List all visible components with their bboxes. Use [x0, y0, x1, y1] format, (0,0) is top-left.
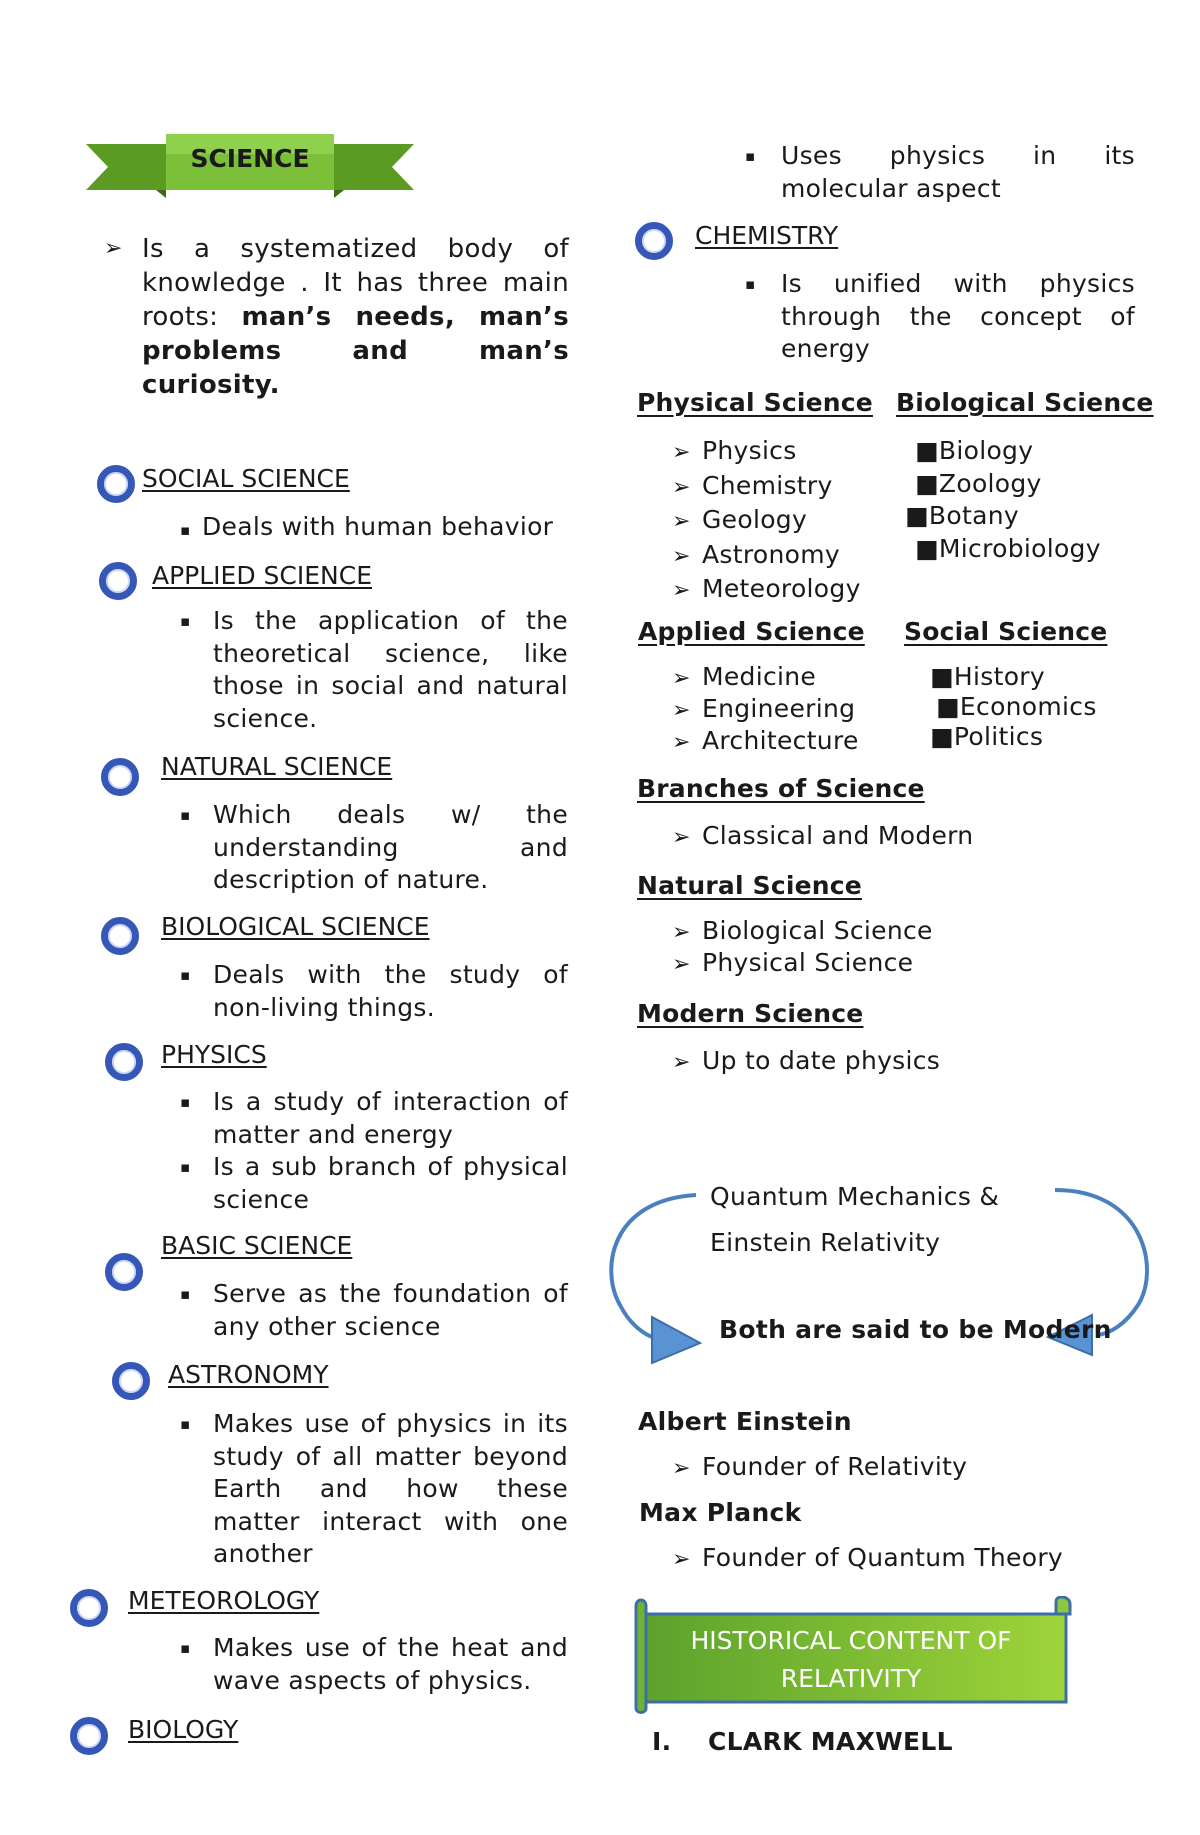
list-item: ■Politics: [930, 722, 1044, 751]
heading-physical-science: Physical Science: [637, 388, 873, 417]
list-biological-science: [905, 435, 1101, 565]
arrow-bullet-icon: ➢: [672, 920, 691, 945]
section-bullet: ▪ Which deals w/ the understanding and description of nature.: [180, 800, 568, 894]
list-item: ➢ Physical Science: [672, 948, 933, 980]
list-item: ■Economics: [936, 692, 1097, 721]
section-bullet-continued: ▪ Uses physics in its molecular aspect: [745, 141, 1135, 203]
section-title-astronomy: ASTRONOMY: [168, 1360, 329, 1389]
circle-bullet-icon: [97, 465, 135, 503]
square-bullet-icon: ▪: [180, 1639, 191, 1657]
arrow-bullet-icon: ➢: [104, 236, 123, 261]
heading-biological-science: Biological Science: [896, 388, 1154, 417]
circle-bullet-icon: [99, 562, 137, 600]
circle-bullet-icon: [70, 1589, 108, 1627]
scroll-line-1: HISTORICAL CONTENT OF: [690, 1626, 1012, 1655]
list-item: ➢ Engineering: [672, 694, 859, 726]
list-item: ■Microbiology: [915, 533, 1101, 563]
square-bullet-icon: ▪: [745, 275, 756, 293]
list-item: ➢ Chemistry: [672, 470, 861, 505]
list-item: ➢ Meteorology: [672, 573, 861, 608]
scroll-banner: [624, 1596, 1082, 1716]
arrow-bullet-icon: ➢: [672, 952, 691, 977]
banner-title: SCIENCE: [190, 144, 310, 173]
list-item: ■History: [930, 662, 1045, 691]
section-title-physics: PHYSICS: [161, 1040, 267, 1069]
arrow-bullet-icon: ➢: [672, 578, 691, 603]
arrow-bullet-icon: ➢: [672, 1547, 691, 1572]
circle-bullet-icon: [105, 1043, 143, 1081]
heading-social-science: Social Science: [904, 617, 1108, 646]
left-curved-arrow-icon: [611, 1195, 696, 1338]
modern-line-1: Quantum Mechanics &: [710, 1182, 1000, 1211]
circle-bullet-icon: [105, 1253, 143, 1291]
list-item: ■Zoology: [915, 468, 1042, 498]
square-bullet-icon: ▪: [180, 1285, 191, 1303]
list-item: ■Botany: [905, 501, 1019, 530]
scroll-line-2: RELATIVITY: [780, 1664, 922, 1693]
section-title-applied-science: APPLIED SCIENCE: [152, 561, 372, 590]
list-item: ➢ Geology: [672, 504, 861, 539]
square-bullet-icon: ■: [915, 436, 939, 465]
circle-bullet-icon: [101, 917, 139, 955]
square-bullet-icon: ▪: [180, 521, 191, 539]
square-bullet-icon: ▪: [180, 966, 191, 984]
heading-branches-of-science: Branches of Science: [637, 774, 925, 803]
person-role: ➢ Founder of Relativity: [672, 1451, 967, 1486]
list-social-science: [930, 662, 1097, 752]
section-bullet: ▪ Makes use of physics in its study of all matter beyond Earth and how these matter interact with one another: [180, 1409, 568, 1568]
section-bullet: ▪ Is a study of interaction of matter and energy: [180, 1087, 568, 1149]
list-natural: [672, 916, 933, 980]
section-bullet: ▪ Deals with human behavior: [180, 511, 570, 547]
left-arrowhead-icon: [652, 1317, 700, 1363]
numbered-numeral: I.: [652, 1727, 672, 1756]
arrow-bullet-icon: ➢: [672, 1050, 691, 1075]
square-bullet-icon: ▪: [745, 147, 756, 165]
person-name: Max Planck: [639, 1498, 802, 1527]
section-title-biology: BIOLOGY: [128, 1715, 239, 1744]
heading-modern-science: Modern Science: [637, 999, 864, 1028]
list-applied-science: [672, 662, 859, 758]
heading-natural-science: Natural Science: [637, 871, 862, 900]
section-bullet: ▪ Deals with the study of non-living things.: [180, 960, 568, 1022]
list-item: ➢ Up to date physics: [672, 1045, 940, 1080]
arrow-bullet-icon: ➢: [672, 698, 691, 723]
section-bullet: ▪ Is unified with physics through the concept of energy: [745, 269, 1135, 363]
square-bullet-icon: ■: [915, 533, 939, 563]
square-bullet-icon: ▪: [180, 806, 191, 824]
square-bullet-icon: ■: [930, 662, 954, 691]
arrow-bullet-icon: ➢: [672, 474, 691, 500]
arrow-bullet-icon: ➢: [672, 825, 691, 850]
heading-applied-science: Applied Science: [638, 617, 865, 646]
section-title-social-science: SOCIAL SCIENCE: [142, 464, 350, 493]
arrow-bullet-icon: ➢: [672, 1456, 691, 1481]
definition-bold: man’s needs, man’s problems and man’s curiosity.: [142, 302, 569, 400]
section-title-chemistry: CHEMISTRY: [695, 221, 839, 250]
circle-bullet-icon: [112, 1362, 150, 1400]
person-role: ➢ Founder of Quantum Theory: [672, 1542, 1063, 1577]
list-item: ➢ Biological Science: [672, 916, 933, 948]
circle-bullet-icon: [101, 758, 139, 796]
list-item: ➢ Architecture: [672, 726, 859, 758]
section-bullet: ▪ Is a sub branch of physical science: [180, 1152, 568, 1214]
list-item: ■Biology: [915, 436, 1034, 465]
list-item: ➢ Physics: [672, 435, 861, 470]
science-definition: [104, 232, 569, 402]
list-item: ➢ Astronomy: [672, 539, 861, 574]
numbered-title: CLARK MAXWELL: [708, 1727, 953, 1756]
modern-line-2: Einstein Relativity: [710, 1228, 941, 1257]
square-bullet-icon: ■: [905, 501, 929, 530]
section-title-basic-science: BASIC SCIENCE: [161, 1231, 353, 1260]
person-name: Albert Einstein: [638, 1407, 852, 1436]
square-bullet-icon: ▪: [180, 1415, 191, 1433]
section-title-natural-science: NATURAL SCIENCE: [161, 752, 393, 781]
section-bullet: ▪ Serve as the foundation of any other science: [180, 1279, 568, 1341]
arrow-bullet-icon: ➢: [672, 543, 691, 569]
square-bullet-icon: ■: [936, 692, 960, 721]
list-branches: [672, 820, 973, 855]
definition-text: Is a systematized body of knowledge . It has three main roots:: [142, 234, 569, 332]
scroll-icon: [624, 1596, 1082, 1716]
square-bullet-icon: ■: [915, 468, 939, 498]
list-item: ➢ Medicine: [672, 662, 859, 694]
arrow-bullet-icon: ➢: [672, 666, 691, 691]
square-bullet-icon: ▪: [180, 612, 191, 630]
modern-caption: Both are said to be Modern: [719, 1315, 1112, 1344]
section-bullet: ▪ Makes use of the heat and wave aspects of physics.: [180, 1633, 568, 1695]
square-bullet-icon: ▪: [180, 1093, 191, 1111]
square-bullet-icon: ■: [930, 722, 954, 751]
circle-bullet-icon: [70, 1717, 108, 1755]
section-title-biological-science: BIOLOGICAL SCIENCE: [161, 912, 430, 941]
square-bullet-icon: ▪: [180, 1158, 191, 1176]
arrow-bullet-icon: ➢: [672, 440, 691, 465]
section-bullet: ▪ Is the application of the theoretical science, like those in social and natural science.: [180, 606, 568, 733]
list-item: ➢ Classical and Modern: [672, 820, 973, 855]
science-banner: [86, 132, 414, 202]
list-physical-science: [672, 435, 861, 608]
list-modern: [672, 1045, 940, 1080]
section-title-meteorology: METEOROLOGY: [128, 1586, 320, 1615]
circle-bullet-icon: [635, 222, 673, 260]
arrow-bullet-icon: ➢: [672, 730, 691, 755]
arrow-bullet-icon: ➢: [672, 509, 691, 534]
